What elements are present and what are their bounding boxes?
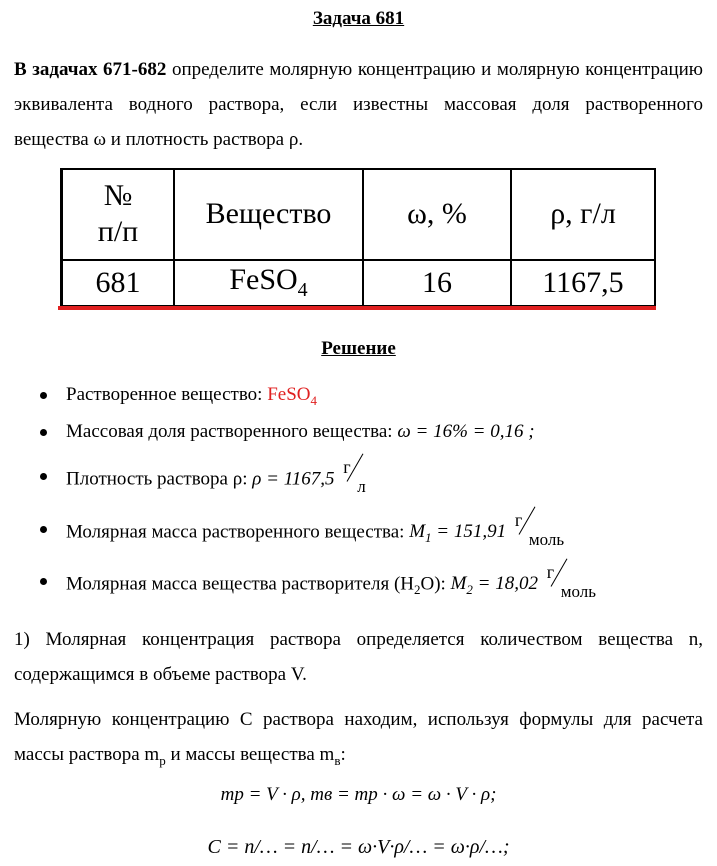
m1-value: $M_1 = 151,91$ [409, 521, 507, 546]
header-number-text: № п/п [97, 179, 139, 249]
cell-substance [174, 260, 363, 306]
substance-formula: FeSO [229, 263, 298, 297]
equation-concentration: C = n/… = n/… = ω·V·ρ/… = ω·ρ/…; [207, 836, 510, 858]
header-substance: Вещество [174, 169, 363, 260]
task-text: определите молярную концентрацию и молярную концентрацию эквивалента водного раствора, если известны массовая доля растворенного вещества ω и плотность раствора ρ. [14, 59, 703, 150]
paragraph-formulas: Молярную концентрацию C раствора находим, используя формулы для расчета массы раствора $m_р$ и массы вещества $m_в$: [14, 709, 703, 768]
header-rho: ρ, г/л [511, 169, 655, 260]
paragraph-molar-concentration: 1) Молярная концентрация раствора определяется количеством вещества n, содержащимся в объеме раствора V. [14, 629, 703, 685]
substance-subscript: 4 [297, 279, 308, 302]
omega-value: ω = 16% = 0,16 ; [397, 421, 535, 442]
data-table [60, 168, 656, 306]
bullet-label: Растворенное вещество: [66, 384, 268, 405]
unit-fraction: г л [339, 465, 379, 495]
solution-title: Решение [321, 338, 396, 359]
substance-value: FeSO$_4$ [267, 384, 317, 408]
cell-rho: 1167,5 [511, 260, 655, 306]
bullet-label: Плотность раствора ρ: [66, 468, 253, 490]
bullet-label: Молярная масса растворенного вещества: [66, 521, 410, 543]
task-title: Задача 681 [312, 8, 405, 29]
header-omega: ω, % [363, 169, 511, 260]
table-header-row [62, 169, 656, 260]
red-underline [58, 306, 656, 310]
bullet-icon [40, 392, 47, 399]
rho-value: ρ = 1167,5 [252, 468, 335, 490]
data-table-wrapper [60, 168, 656, 310]
header-number [62, 169, 175, 260]
cell-omega: 16 [363, 260, 511, 306]
m2-value: $M_2 = 18,02$ [450, 573, 538, 598]
table-row [62, 260, 656, 306]
bullet-icon [40, 526, 47, 533]
task-statement [14, 52, 703, 157]
bullet-label: Молярная масса вещества растворителя (H [66, 573, 414, 595]
bullet-icon [40, 473, 47, 480]
bullet-icon [40, 578, 47, 585]
cell-number: 681 [62, 260, 175, 306]
bullet-icon [40, 429, 47, 436]
unit-fraction: г моль [511, 518, 571, 548]
bullet-label: Массовая доля растворенного вещества: [66, 421, 398, 442]
equation-mass: mp = V · ρ, mв = mp · ω = ω · V · ρ; [220, 784, 497, 805]
task-range: В задачах 671-682 [14, 59, 167, 80]
unit-fraction: г моль [543, 570, 603, 600]
